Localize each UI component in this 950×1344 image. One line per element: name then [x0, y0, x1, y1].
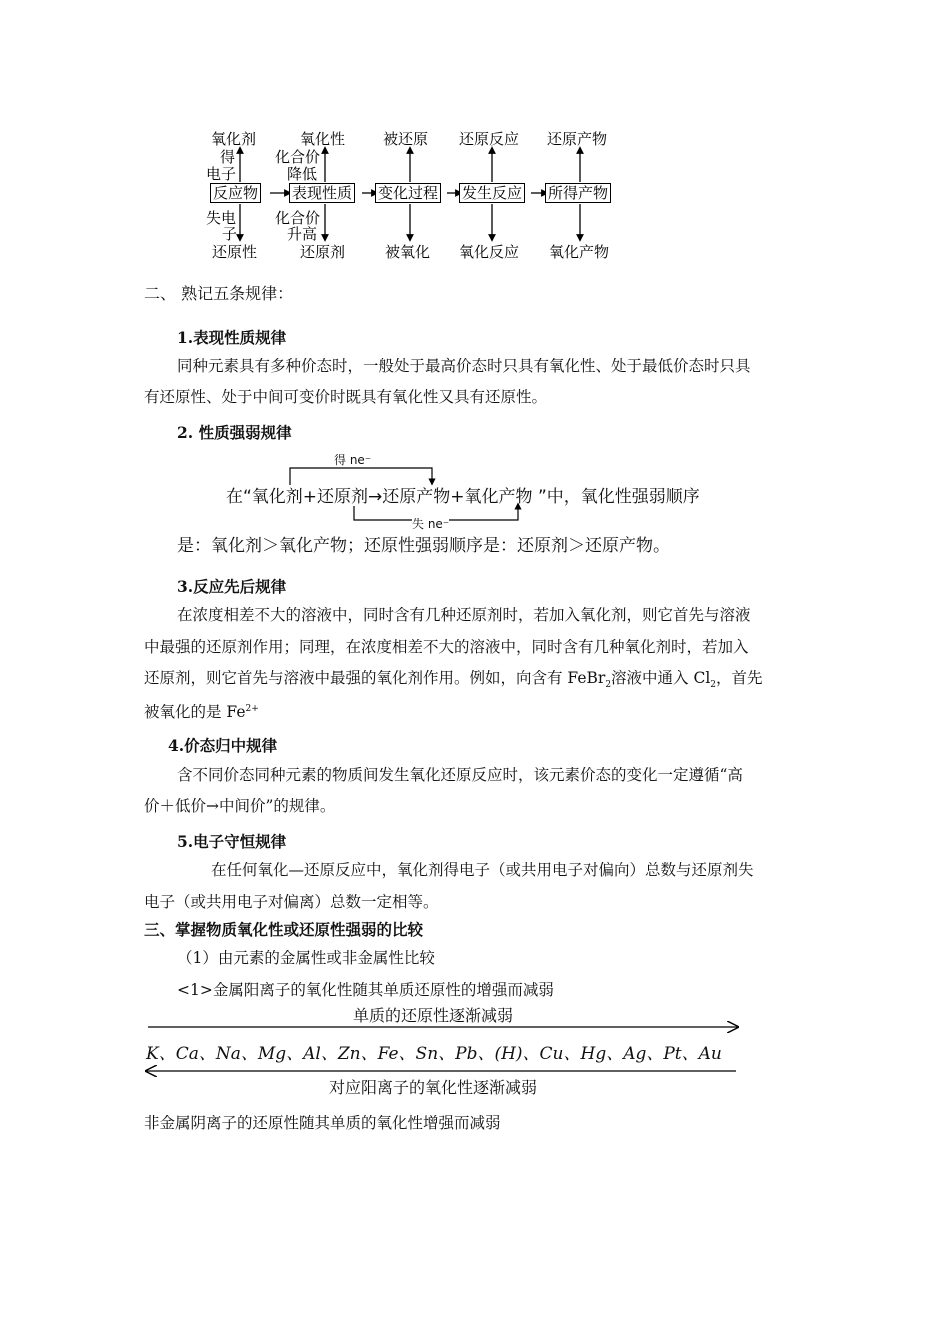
section2-title: 二、 熟记五条规律： [144, 284, 294, 303]
col2-up-label-2: 降低 [287, 165, 318, 183]
rule1-line2: 有还原性、处于中间可变价时既具有氧化性又具有还原性。 [144, 388, 548, 406]
col4-top: 还原反应 [459, 130, 520, 148]
col5-bottom: 氧化产物 [549, 243, 610, 261]
section3-sub1: （1）由元素的金属性或非金属性比较 [177, 949, 435, 967]
col5-top: 还原产物 [547, 130, 608, 148]
col5-box: 所得产物 [545, 183, 611, 203]
col2-top: 氧化性 [300, 130, 346, 148]
rule2-line1: 在“氧化剂+还原剂→还原产物+氧化产物 ”中，氧化性强弱顺序 [226, 487, 700, 507]
rule3-line3-a: 还原剂，则它首先与溶液中最强的氧化剂作用。例如，向含有 FeBr [144, 669, 606, 687]
rule5-line2: 电子（或共用电子对偏离）总数一定相等。 [144, 893, 439, 911]
col2-up-label-1: 化合价 [275, 148, 321, 166]
col1-top: 氧化剂 [211, 130, 257, 148]
rule3-line3-b: 溶液中通入 Cl [611, 669, 711, 687]
col2-down-label-1: 化合价 [275, 209, 321, 227]
nonmetal-rule: 非金属阴离子的还原性随其单质的氧化性增强而减弱 [144, 1114, 501, 1132]
rule2-heading: 2. 性质强弱规律 [177, 423, 292, 442]
rule3-line4-a: 被氧化的是 Fe [144, 703, 246, 722]
col2-box: 表现性质 [289, 183, 355, 203]
loss-electron-label: 失 ne⁻ [412, 517, 450, 531]
col1-down-label-2: 子 [222, 225, 238, 243]
rule3-line1: 在浓度相差不大的溶液中，同时含有几种还原剂时，若加入氧化剂，则它首先与溶液 [177, 606, 751, 624]
rule3-line2: 中最强的还原剂作用；同理，在浓度相差不大的溶液中，同时含有几种氧化剂时，若加入 [144, 638, 749, 656]
rule3-line4-sup: 2+ [245, 704, 259, 714]
gain-electron-label: 得 ne⁻ [334, 453, 372, 467]
section3-sub1-1: <1>金属阳离子的氧化性随其单质还原性的增强而减弱 [177, 981, 554, 999]
col3-top: 被还原 [383, 130, 429, 148]
rule2-line2: 是：氧化剂＞氧化产物；还原性强弱顺序是：还原剂＞还原产物。 [177, 536, 670, 556]
col4-bottom: 氧化反应 [459, 243, 520, 261]
rule4-line1: 含不同价态同种元素的物质间发生氧化还原反应时，该元素价态的变化一定遵循“高 [177, 766, 743, 784]
col1-up-label-1: 得 [220, 148, 236, 166]
rule3-line4 [144, 694, 259, 729]
col2-down-label-2: 升高 [287, 225, 318, 243]
rule4-heading: 4.价态归中规律 [168, 736, 278, 755]
col4-box: 发生反应 [459, 183, 525, 203]
col1-up-label-2: 电子 [206, 165, 237, 183]
col1-box: 反应物 [210, 183, 261, 203]
rule5-line1: 在任何氧化—还原反应中，氧化剂得电子（或共用电子对偏向）总数与还原剂失 [211, 861, 754, 879]
col1-bottom: 还原性 [212, 243, 258, 261]
rule3-line3-c: ，首先 [716, 669, 763, 687]
rule5-heading: 5.电子守恒规律 [177, 832, 287, 851]
rule3-line3-sub1: 2 [605, 680, 612, 691]
rule1-heading: 1.表现性质规律 [177, 328, 287, 347]
arrow-top-label: 单质的还原性逐渐减弱 [353, 1006, 514, 1025]
rule1-line1: 同种元素具有多种价态时，一般处于最高价态时只具有氧化性、处于最低价态时只具 [177, 357, 751, 375]
col3-bottom: 被氧化 [385, 243, 431, 261]
col3-box: 变化过程 [375, 183, 441, 203]
rule3-heading: 3.反应先后规律 [177, 577, 287, 596]
col1-down-label-1: 失电 [206, 209, 237, 227]
rule4-line2: 价＋低价→中间价”的规律。 [144, 797, 336, 815]
arrow-bottom-label: 对应阳离子的氧化性逐渐减弱 [329, 1078, 538, 1097]
rule3-line3-sub2: 2 [710, 680, 717, 691]
section3-title: 三、掌握物质氧化性或还原性强弱的比较 [144, 920, 424, 939]
col2-bottom: 还原剂 [300, 243, 346, 261]
metal-activity-series: K、Ca、Na、Mg、Al、Zn、Fe、Sn、Pb、(H)、Cu、Hg、Ag、Pt、Au [146, 1044, 722, 1064]
